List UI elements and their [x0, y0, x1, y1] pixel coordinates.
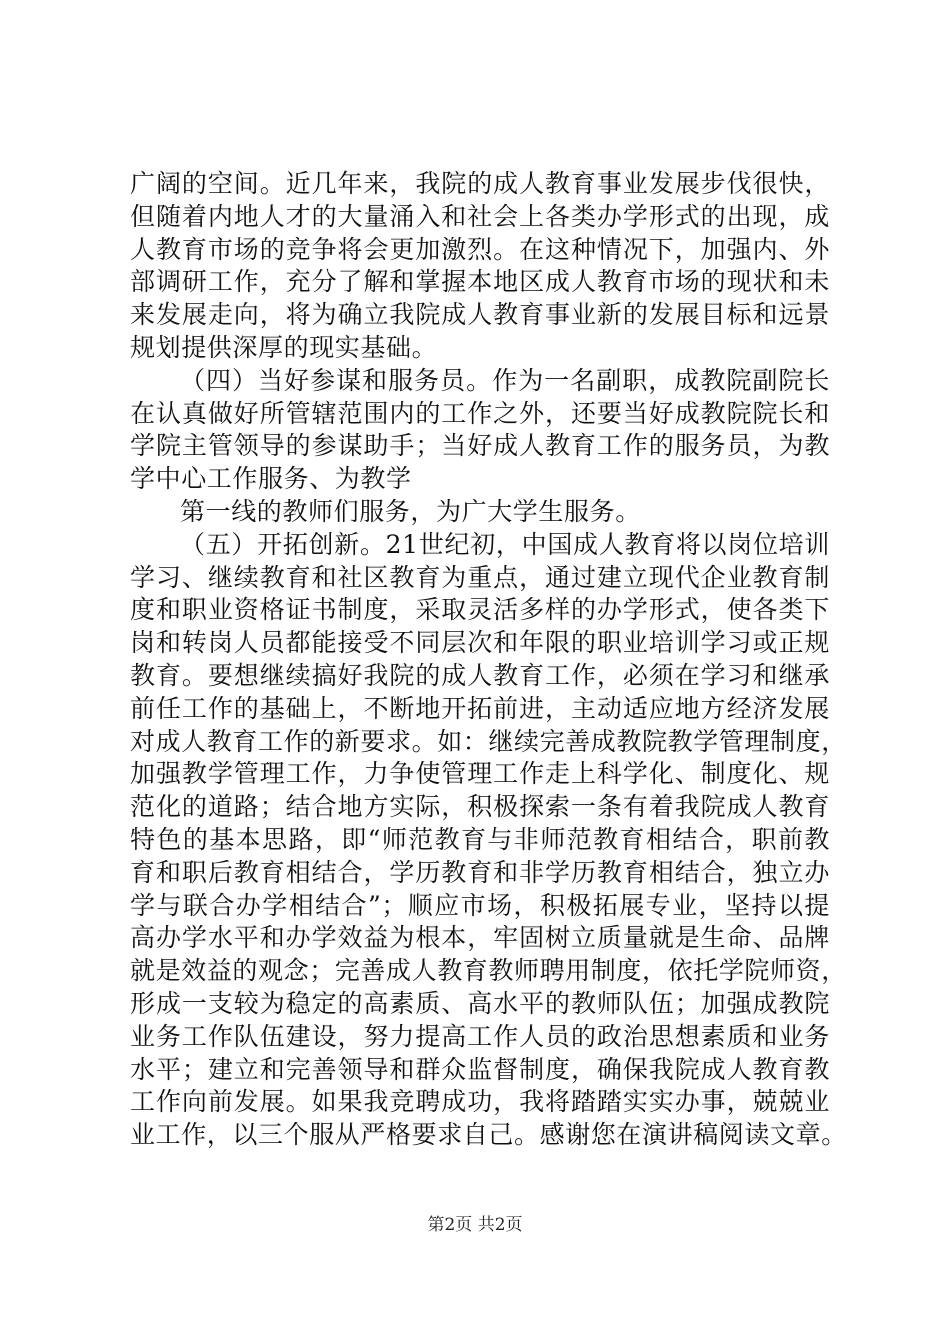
- text-line: 岗和转岗人员都能接受不同层次和年限的职业培训学习或正规: [130, 628, 830, 658]
- text-line: 教育。要想继续搞好我院的成人教育工作，必须在学习和继承: [130, 660, 830, 690]
- text-line: 工作向前发展。如果我竞聘成功，我将踏踏实实办事，兢兢业: [130, 1087, 830, 1117]
- text-line: （四）当好参谋和服务员。作为一名副职，成教院副院长: [180, 365, 830, 395]
- text-line: 第一线的教师们服务，为广大学生服务。: [180, 496, 641, 526]
- text-line: 加强教学管理工作，力争使管理工作走上科学化、制度化、规: [130, 759, 830, 789]
- text-line: 在认真做好所管辖范围内的工作之外，还要当好成教院院长和: [130, 398, 830, 428]
- text-line: 度和职业资格证书制度，采取灵活多样的办学形式，使各类下: [130, 595, 830, 625]
- text-line: 业务工作队伍建设，努力提高工作人员的政治思想素质和业务: [130, 1021, 830, 1051]
- text-line: 就是效益的观念；完善成人教育教师聘用制度，依托学院师资，: [130, 956, 847, 986]
- text-line: 前任工作的基础上，不断地开拓前进，主动适应地方经济发展: [130, 693, 830, 723]
- text-line: 育和职后教育相结合，学历教育和非学历教育相结合，独立办: [130, 857, 830, 887]
- text-line: 水平；建立和完善领导和群众监督制度，确保我院成人教育教: [130, 1054, 830, 1084]
- text-line: 对成人教育工作的新要求。如：继续完善成教院教学管理制度，: [130, 726, 847, 756]
- text-line: 学院主管领导的参谋助手；当好成人教育工作的服务员，为教: [130, 431, 830, 461]
- text-line: 人教育市场的竞争将会更加激烈。在这种情况下，加强内、外: [130, 234, 830, 264]
- text-line: 来发展走向，将为确立我院成人教育事业新的发展目标和远景: [130, 300, 830, 330]
- text-line: 学与联合办学相结合”；顺应市场，积极拓展专业，坚持以提: [130, 890, 830, 920]
- page-footer: 第2页 共2页: [427, 1215, 523, 1235]
- text-line: 广阔的空间。近几年来，我院的成人教育事业发展步伐很快，: [130, 169, 830, 198]
- text-line: 业工作，以三个服从严格要求自己。感谢您在演讲稿阅读文章。: [130, 1120, 847, 1150]
- text-line: 高办学水平和办学效益为根本，牢固树立质量就是生命、品牌: [130, 923, 830, 953]
- text-line: 部调研工作，充分了解和掌握本地区成人教育市场的现状和未: [130, 267, 830, 297]
- text-line: 形成一支较为稳定的高素质、高水平的教师队伍；加强成教院: [130, 988, 830, 1018]
- text-line: 特色的基本思路，即“师范教育与非师范教育相结合，职前教: [130, 824, 830, 854]
- text-line: 范化的道路；结合地方实际，积极探索一条有着我院成人教育: [130, 792, 830, 822]
- text-line: （五）开拓创新。21世纪初，中国成人教育将以岗位培训: [180, 529, 830, 559]
- body-text: [130, 168, 847, 1152]
- text-line: 但随着内地人才的大量涌入和社会上各类办学形式的出现，成: [130, 201, 830, 231]
- text-line: 规划提供深厚的现实基础。: [130, 332, 438, 362]
- text-line: 学习、继续教育和社区教育为重点，通过建立现代企业教育制: [130, 562, 830, 592]
- text-line: 学中心工作服务、为教学: [130, 464, 412, 494]
